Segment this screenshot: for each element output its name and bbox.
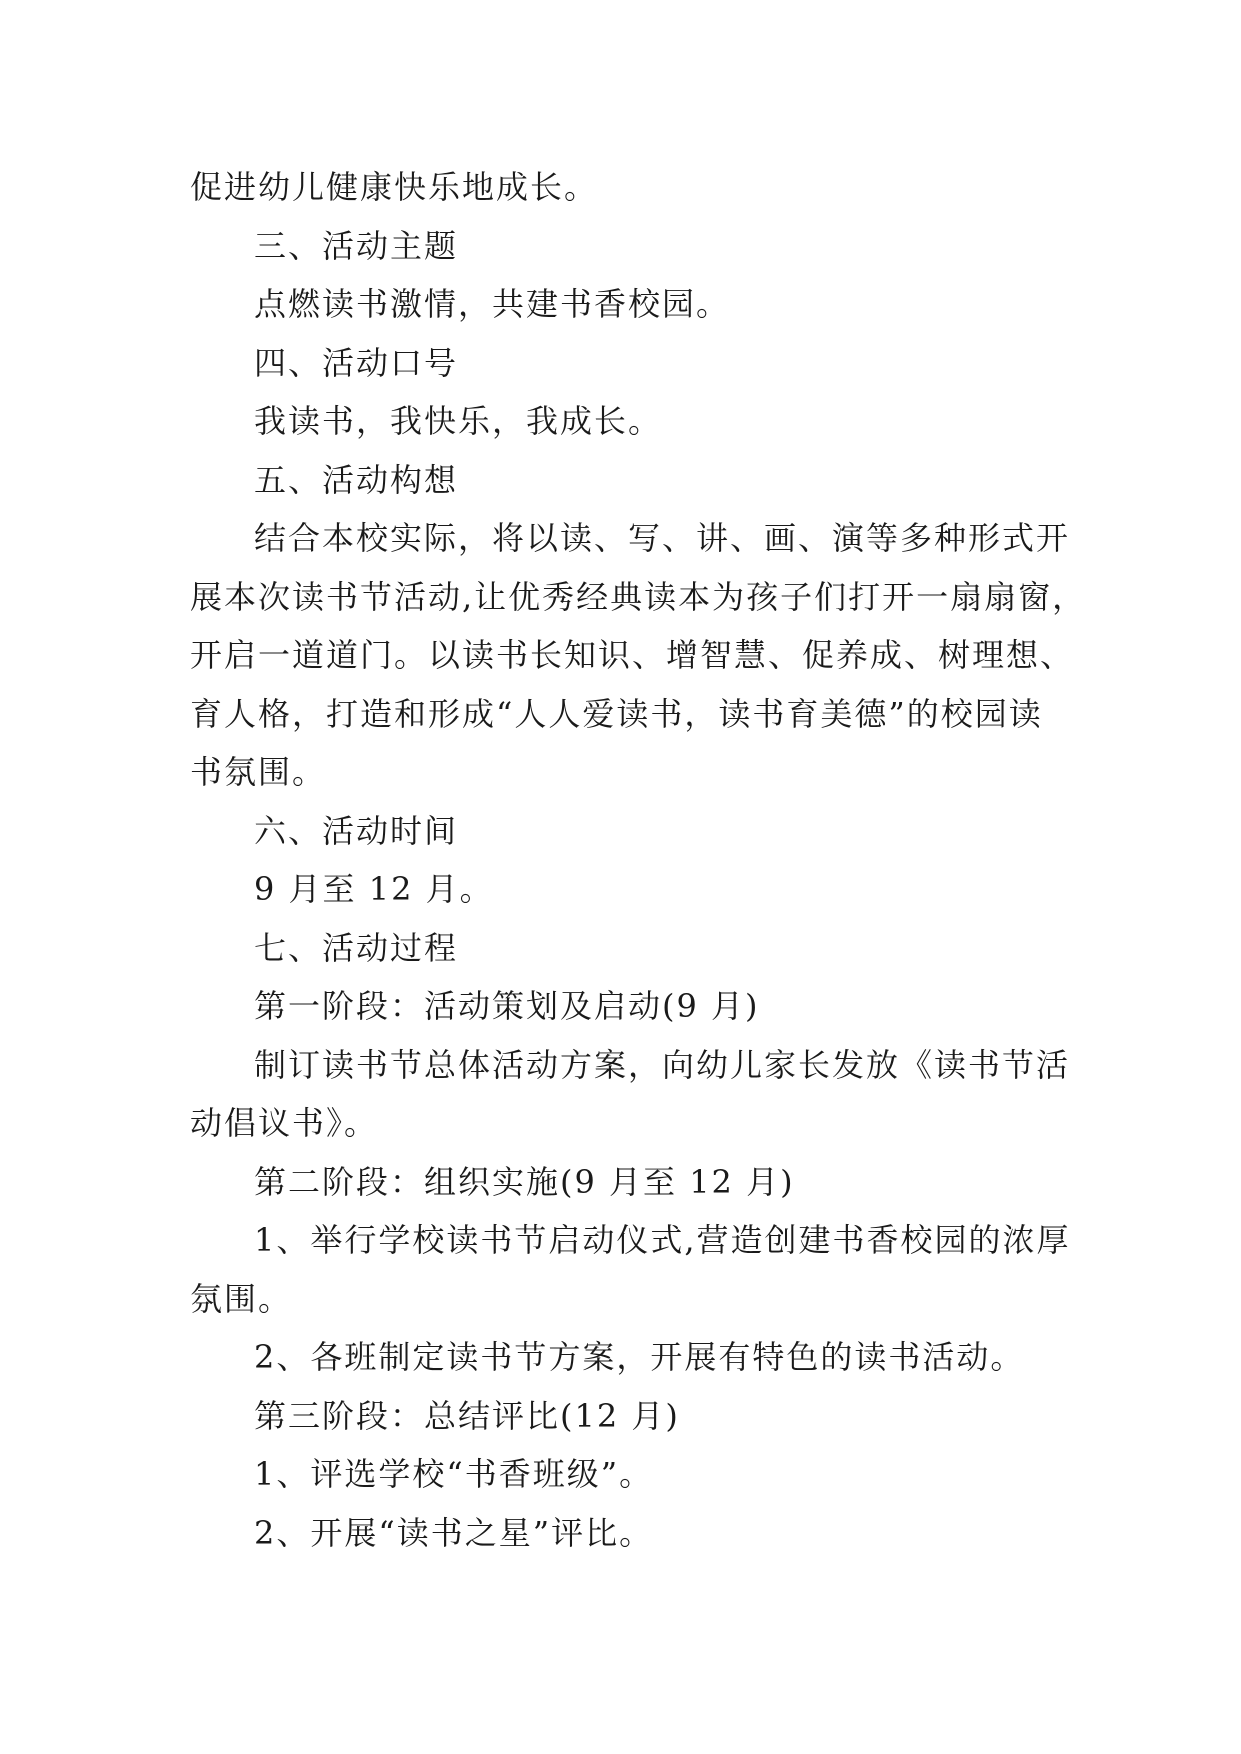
section-heading-theme: 三、活动主题: [254, 226, 459, 265]
paragraph-line: 展本次读书节活动,让优秀经典读本为孩子们打开一扇扇窗，: [190, 577, 1087, 616]
section-heading-process: 七、活动过程: [254, 928, 459, 967]
paragraph-line: 氛围。: [190, 1279, 293, 1318]
paragraph-line: 育人格，打造和形成“人人爱读书，读书育美德”的校园读: [190, 694, 1043, 733]
paragraph-line: 我读书，我快乐，我成长。: [254, 402, 663, 440]
stage-heading-2: 第二阶段：组织实施(9 月至 12 月): [254, 1162, 795, 1201]
paragraph-line: 书氛围。: [190, 753, 327, 791]
section-heading-time: 六、活动时间: [254, 811, 459, 850]
section-heading-concept: 五、活动构想: [254, 460, 459, 499]
paragraph-line: 结合本校实际，将以读、写、讲、画、演等多种形式开: [254, 519, 1071, 557]
paragraph-line: 1、举行学校读书节启动仪式,营造创建书香校园的浓厚: [254, 1221, 1071, 1259]
paragraph-line: 制订读书节总体活动方案，向幼儿家长发放《读书节活: [254, 1045, 1071, 1084]
paragraph-line: 1、评选学校“书香班级”。: [254, 1455, 654, 1493]
paragraph-line: 促进幼儿健康快乐地成长。: [190, 168, 599, 206]
paragraph-line: 9 月至 12 月。: [254, 870, 494, 908]
paragraph-line: 动倡议书》。: [190, 1104, 379, 1142]
paragraph-line: 开启一道道门。以读书长知识、增智慧、促养成、树理想、: [190, 636, 1075, 674]
paragraph-line: 点燃读书激情，共建书香校园。: [254, 285, 731, 323]
document-body: [190, 158, 1087, 1562]
stage-heading-3: 第三阶段：总结评比(12 月): [254, 1396, 680, 1435]
stage-heading-1: 第一阶段：活动策划及启动(9 月): [254, 987, 760, 1025]
paragraph-line: 2、各班制定读书节方案，开展有特色的读书活动。: [254, 1338, 1025, 1376]
paragraph-line: 2、开展“读书之星”评比。: [254, 1513, 654, 1552]
section-heading-slogan: 四、活动口号: [254, 343, 459, 382]
